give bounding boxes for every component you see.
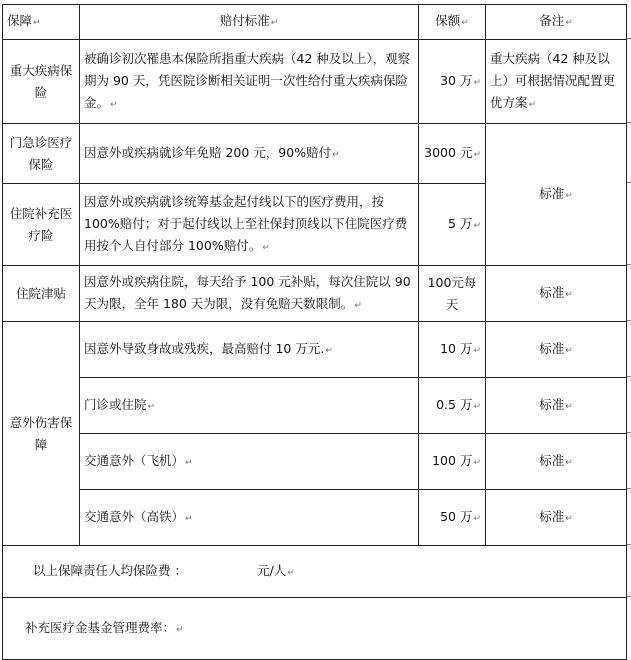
margin-tick — [627, 596, 631, 597]
amount-allowance: 100元每天 — [419, 266, 486, 322]
category-outpatient: 门急诊医疗保险 — [3, 124, 80, 184]
margin-tick — [627, 488, 631, 489]
amount-critical-illness: 30 万↵ — [419, 40, 486, 124]
margin-tick — [627, 264, 631, 265]
margin-tick — [627, 320, 631, 321]
note-accident-3: 标准↵ — [486, 434, 627, 490]
standard-accident-3: 交通意外（飞机）↵ — [80, 434, 419, 490]
category-accident: 意外伤害保障 — [3, 322, 80, 546]
amount-hospital: 5 万↵ — [419, 184, 486, 266]
premium-unit: 元/人 — [256, 562, 287, 578]
standard-accident-4: 交通意外（高铁）↵ — [80, 490, 419, 546]
table-row-outpatient — [3, 124, 627, 184]
margin-tick — [627, 376, 631, 377]
mgmt-fee-cell: 补充医疗金基金管理费率：↵ — [3, 598, 627, 660]
standard-accident-1: 因意外导致身故或残疾，最高赔付 10 万元.↵ — [80, 322, 419, 378]
amount-outpatient: 3000 元↵ — [419, 124, 486, 184]
table-row-premium — [3, 546, 627, 598]
table-row-critical-illness — [3, 40, 627, 124]
table-row-accident-4 — [3, 490, 627, 546]
amount-accident-4: 50 万↵ — [419, 490, 486, 546]
header-note: 备注↵ — [486, 5, 627, 40]
premium-label: 以上保障责任人均保险费 ： — [33, 562, 187, 578]
note-accident-4: 标准↵ — [486, 490, 627, 546]
margin-tick — [627, 38, 631, 39]
header-category: 保障↵ — [3, 5, 80, 40]
amount-accident-2: 0.5 万↵ — [419, 378, 486, 434]
standard-hospital: 因意外或疾病就诊统筹基金起付线以下的医疗费用，按 100%赔付；对于起付线以上至社保封顶线以下住院医疗费用按个人自付部分 100%赔付。↵ — [80, 184, 419, 266]
standard-outpatient: 因意外或疾病就诊年免赔 200 元，90%赔付↵ — [80, 124, 419, 184]
category-critical-illness: 重大疾病保险 — [3, 40, 80, 124]
category-allowance: 住院津贴 — [3, 266, 80, 322]
premium-cell: 以上保障责任人均保险费 ： 元/人↵ — [3, 546, 627, 598]
note-accident-1: 标准↵ — [486, 322, 627, 378]
standard-accident-2: 门诊或住院↵ — [80, 378, 419, 434]
table-row-allowance — [3, 266, 627, 322]
note-merged-standard: 标准↵ — [486, 124, 627, 266]
mgmt-fee-label: 补充医疗金基金管理费率： — [25, 619, 176, 635]
margin-tick — [627, 432, 631, 433]
margin-tick — [627, 122, 631, 123]
standard-critical-illness: 被确诊初次罹患本保险所指重大疾病（42 种及以上），观察期为 90 天，凭医院诊断相关证明一次性给付重大疾病保险金。↵ — [80, 40, 419, 124]
amount-accident-1: 10 万↵ — [419, 322, 486, 378]
category-hospital: 住院补充医疗险 — [3, 184, 80, 266]
margin-tick — [627, 182, 631, 183]
standard-allowance: 因意外或疾病住院，每天给予 100 元补贴，每次住院以 90 天为限，全年 180 天为限，没有免赔天数限制。↵ — [80, 266, 419, 322]
header-standard: 赔付标准↵ — [80, 5, 419, 40]
table-row-accident-2 — [3, 378, 627, 434]
note-accident-2: 标准↵ — [486, 378, 627, 434]
amount-accident-3: 100 万↵ — [419, 434, 486, 490]
note-allowance: 标准↵ — [486, 266, 627, 322]
header-row — [3, 5, 627, 40]
header-amount: 保额↵ — [419, 5, 486, 40]
insurance-table — [2, 4, 627, 660]
margin-tick — [627, 544, 631, 545]
table-row-accident-1 — [3, 322, 627, 378]
table-row-accident-3 — [3, 434, 627, 490]
table-row-mgmt-fee — [3, 598, 627, 660]
note-critical-illness: 重大疾病（42 种及以上）可根据情况配置更优方案↵ — [486, 40, 627, 124]
